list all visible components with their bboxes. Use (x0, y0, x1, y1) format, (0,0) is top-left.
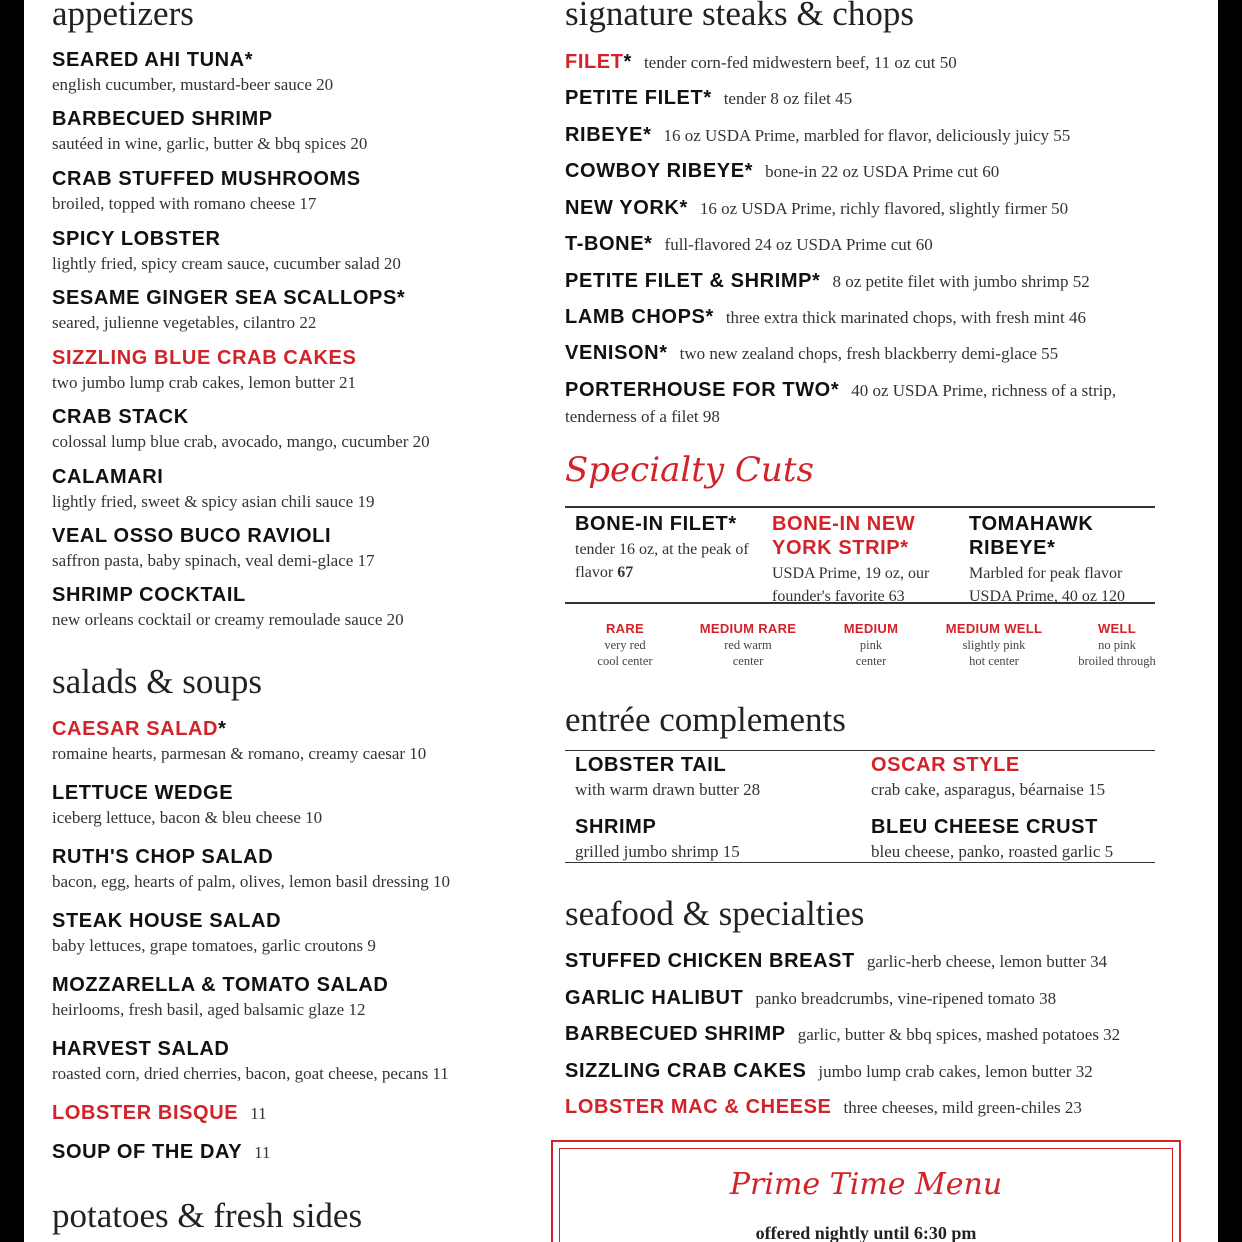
item-name: GARLIC HALIBUT (565, 987, 744, 1009)
item-desc: broiled, topped with romano cheese 17 (52, 194, 317, 213)
item-desc: garlic, butter & bbq spices, mashed potatoes 32 (797, 1025, 1121, 1044)
menu-item (565, 1061, 1093, 1082)
item-desc: new orleans cocktail or creamy remoulade sauce 20 (52, 610, 404, 629)
menu-item (565, 1097, 1082, 1118)
item-desc: grilled jumbo shrimp 15 (575, 842, 740, 861)
menu-item (52, 169, 361, 212)
specialty-cut (575, 512, 765, 584)
item-price: 11 (250, 1104, 267, 1123)
menu-item (52, 719, 426, 762)
item-desc: crab cake, asparagus, béarnaise 15 (871, 780, 1106, 799)
prime-time-title: Prime Time Menu (729, 1167, 1003, 1202)
temperature-well: WELL no pink broiled through (1078, 621, 1156, 668)
item-name: NEW YORK* (565, 197, 688, 219)
menu-item (52, 847, 450, 890)
menu-item (565, 125, 1070, 146)
menu-item (52, 467, 374, 510)
item-desc: tender 8 oz filet 45 (723, 89, 853, 108)
menu-item (52, 229, 401, 272)
complement-item (575, 817, 740, 860)
item-name: SHRIMP (575, 816, 657, 838)
menu-page (24, 0, 1218, 1242)
complement-item (575, 755, 760, 798)
item-desc: three extra thick marinated chops, with fresh mint 46 (725, 308, 1087, 327)
item-name: HARVEST SALAD (52, 1038, 230, 1060)
item-name-suffix: * (623, 51, 632, 73)
item-desc: lightly fried, spicy cream sauce, cucumber salad 20 (52, 254, 401, 273)
menu-item (52, 585, 404, 628)
complements-heading: entrée complements (565, 700, 846, 739)
menu-item (52, 407, 430, 450)
menu-item (52, 109, 367, 152)
item-desc: seared, julienne vegetables, cilantro 22 (52, 313, 317, 332)
item-desc: three cheeses, mild green-chiles 23 (843, 1098, 1082, 1117)
menu-item (52, 50, 333, 93)
item-desc: panko breadcrumbs, vine-ripened tomato 38 (755, 989, 1057, 1008)
menu-item (52, 1142, 271, 1163)
item-desc: garlic-herb cheese, lemon butter 34 (866, 952, 1108, 971)
item-desc: tenderness of a filet 98 (565, 407, 720, 426)
steaks-heading: signature steaks & chops (565, 0, 914, 33)
divider (565, 602, 1155, 604)
item-desc: USDA Prime, 19 oz, our founder's favorite (772, 565, 930, 605)
item-desc: bone-in 22 oz USDA Prime cut 60 (765, 162, 1000, 181)
item-desc: lightly fried, sweet & spicy asian chili sauce 19 (52, 492, 375, 511)
divider (565, 506, 1155, 508)
menu-item (52, 348, 356, 391)
item-name: LOBSTER MAC & CHEESE (565, 1096, 832, 1118)
menu-item (565, 307, 1086, 328)
item-desc: bleu cheese, panko, roasted garlic 5 (871, 842, 1114, 861)
menu-item (565, 161, 999, 182)
specialty-cut (772, 512, 957, 608)
item-desc: tender corn-fed midwestern beef, 11 oz cut 50 (643, 53, 957, 72)
menu-item (565, 52, 957, 73)
item-desc: sautéed in wine, garlic, butter & bbq spices 20 (52, 134, 368, 153)
menu-item (52, 526, 375, 569)
item-desc: two new zealand chops, fresh blackberry demi-glace 55 (679, 344, 1059, 363)
item-name: BONE-IN FILET* (575, 513, 737, 535)
item-name: FILET (565, 51, 624, 73)
item-name: BLEU CHEESE CRUST (871, 816, 1098, 838)
item-desc: romaine hearts, parmesan & romano, creamy caesar 10 (52, 744, 427, 763)
temperature-medium-rare: MEDIUM RARE red warm center (699, 621, 797, 668)
item-price: 120 (1101, 588, 1125, 605)
menu-item (565, 951, 1107, 972)
item-desc: 16 oz USDA Prime, richly flavored, slightly firmer 50 (699, 199, 1069, 218)
item-desc: baby lettuces, grape tomatoes, garlic croutons 9 (52, 936, 376, 955)
item-name: BARBECUED SHRIMP (565, 1023, 786, 1045)
item-name: SHRIMP COCKTAIL (52, 584, 246, 606)
item-name: SIZZLING BLUE CRAB CAKES (52, 347, 357, 369)
item-desc: Marbled for peak flavor USDA Prime, 40 oz (969, 565, 1123, 605)
menu-item (565, 88, 852, 109)
item-name: COWBOY RIBEYE* (565, 160, 754, 182)
prime-time-box (551, 1140, 1181, 1242)
item-desc: 40 oz USDA Prime, richness of a strip, (851, 381, 1117, 400)
item-name: VEAL OSSO BUCO RAVIOLI (52, 525, 332, 547)
specialty-cut (969, 512, 1159, 608)
menu-item (565, 198, 1068, 219)
menu-item (565, 343, 1058, 364)
item-price: 63 (888, 588, 905, 605)
menu-item (52, 783, 322, 826)
item-name: SIZZLING CRAB CAKES (565, 1060, 807, 1082)
item-name: SOUP OF THE DAY (52, 1141, 243, 1163)
item-name: LOBSTER BISQUE (52, 1102, 239, 1124)
potatoes-heading: potatoes & fresh sides (52, 1196, 363, 1235)
item-name: LOBSTER TAIL (575, 754, 727, 776)
item-name: PETITE FILET* (565, 87, 712, 109)
item-name: STEAK HOUSE SALAD (52, 910, 282, 932)
menu-item (52, 1103, 267, 1124)
prime-time-inner-border (559, 1148, 1173, 1242)
item-desc: bacon, egg, hearts of palm, olives, lemon basil dressing 10 (52, 872, 450, 891)
item-name: BONE-IN NEW YORK STRIP* (772, 513, 916, 559)
item-desc: iceberg lettuce, bacon & bleu cheese 10 (52, 808, 323, 827)
divider (565, 862, 1155, 863)
item-desc: with warm drawn butter 28 (575, 780, 761, 799)
item-desc: 16 oz USDA Prime, marbled for flavor, deliciously juicy 55 (663, 126, 1071, 145)
item-desc: english cucumber, mustard-beer sauce 20 (52, 75, 334, 94)
item-name: LETTUCE WEDGE (52, 782, 234, 804)
item-name: SPICY LOBSTER (52, 228, 221, 250)
item-name: SESAME GINGER SEA SCALLOPS* (52, 287, 406, 309)
menu-item (565, 234, 933, 255)
menu-item (565, 380, 1116, 401)
menu-item (565, 271, 1090, 292)
item-name: OSCAR STYLE (871, 754, 1020, 776)
menu-item (565, 988, 1056, 1009)
complement-item (871, 817, 1113, 860)
menu-item-continued (565, 408, 720, 425)
item-name: SEARED AHI TUNA* (52, 49, 254, 71)
item-desc: roasted corn, dried cherries, bacon, goat cheese, pecans 11 (52, 1064, 449, 1083)
item-price: 67 (617, 564, 634, 581)
appetizers-heading: appetizers (52, 0, 194, 33)
item-desc: tender 16 oz, at the peak of flavor (575, 541, 749, 581)
menu-item (52, 288, 405, 331)
item-desc: full-flavored 24 oz USDA Prime cut 60 (664, 235, 933, 254)
item-desc: colossal lump blue crab, avocado, mango, cucumber 20 (52, 432, 430, 451)
menu-item (565, 1024, 1120, 1045)
item-name: STUFFED CHICKEN BREAST (565, 950, 855, 972)
item-name-suffix: * (218, 718, 227, 740)
divider (565, 750, 1155, 751)
item-name: PETITE FILET & SHRIMP* (565, 270, 821, 292)
temperature-rare: RARE very red cool center (597, 621, 653, 668)
item-desc: jumbo lump crab cakes, lemon butter 32 (818, 1062, 1093, 1081)
item-name: PORTERHOUSE FOR TWO* (565, 379, 840, 401)
item-desc: saffron pasta, baby spinach, veal demi-glace 17 (52, 551, 375, 570)
item-name: CAESAR SALAD (52, 718, 219, 740)
salads-heading: salads & soups (52, 662, 262, 701)
prime-time-subtitle: offered nightly until 6:30 pm (755, 1223, 977, 1242)
item-name: MOZZARELLA & TOMATO SALAD (52, 974, 389, 996)
specialty-cuts-heading: Specialty Cuts (565, 450, 814, 490)
item-name: LAMB CHOPS* (565, 306, 714, 328)
temperature-medium-well: MEDIUM WELL slightly pink hot center (945, 621, 1043, 668)
menu-item (52, 911, 376, 954)
item-name: CRAB STACK (52, 406, 189, 428)
item-price: 11 (254, 1143, 271, 1162)
item-name: RIBEYE* (565, 124, 652, 146)
complement-item (871, 755, 1105, 798)
temperature-medium: MEDIUM pink center (843, 621, 899, 668)
item-name: BARBECUED SHRIMP (52, 108, 273, 130)
item-name: CRAB STUFFED MUSHROOMS (52, 168, 361, 190)
menu-item (52, 975, 388, 1018)
item-desc: two jumbo lump crab cakes, lemon butter 21 (52, 373, 357, 392)
seafood-heading: seafood & specialties (565, 894, 865, 933)
item-name: RUTH'S CHOP SALAD (52, 846, 274, 868)
item-desc: heirlooms, fresh basil, aged balsamic glaze 12 (52, 1000, 366, 1019)
item-name: CALAMARI (52, 466, 164, 488)
item-name: T-BONE* (565, 233, 653, 255)
item-name: VENISON* (565, 342, 668, 364)
menu-item (52, 1039, 449, 1082)
item-name: TOMAHAWK RIBEYE* (969, 513, 1094, 559)
item-desc: 8 oz petite filet with jumbo shrimp 52 (832, 272, 1090, 291)
